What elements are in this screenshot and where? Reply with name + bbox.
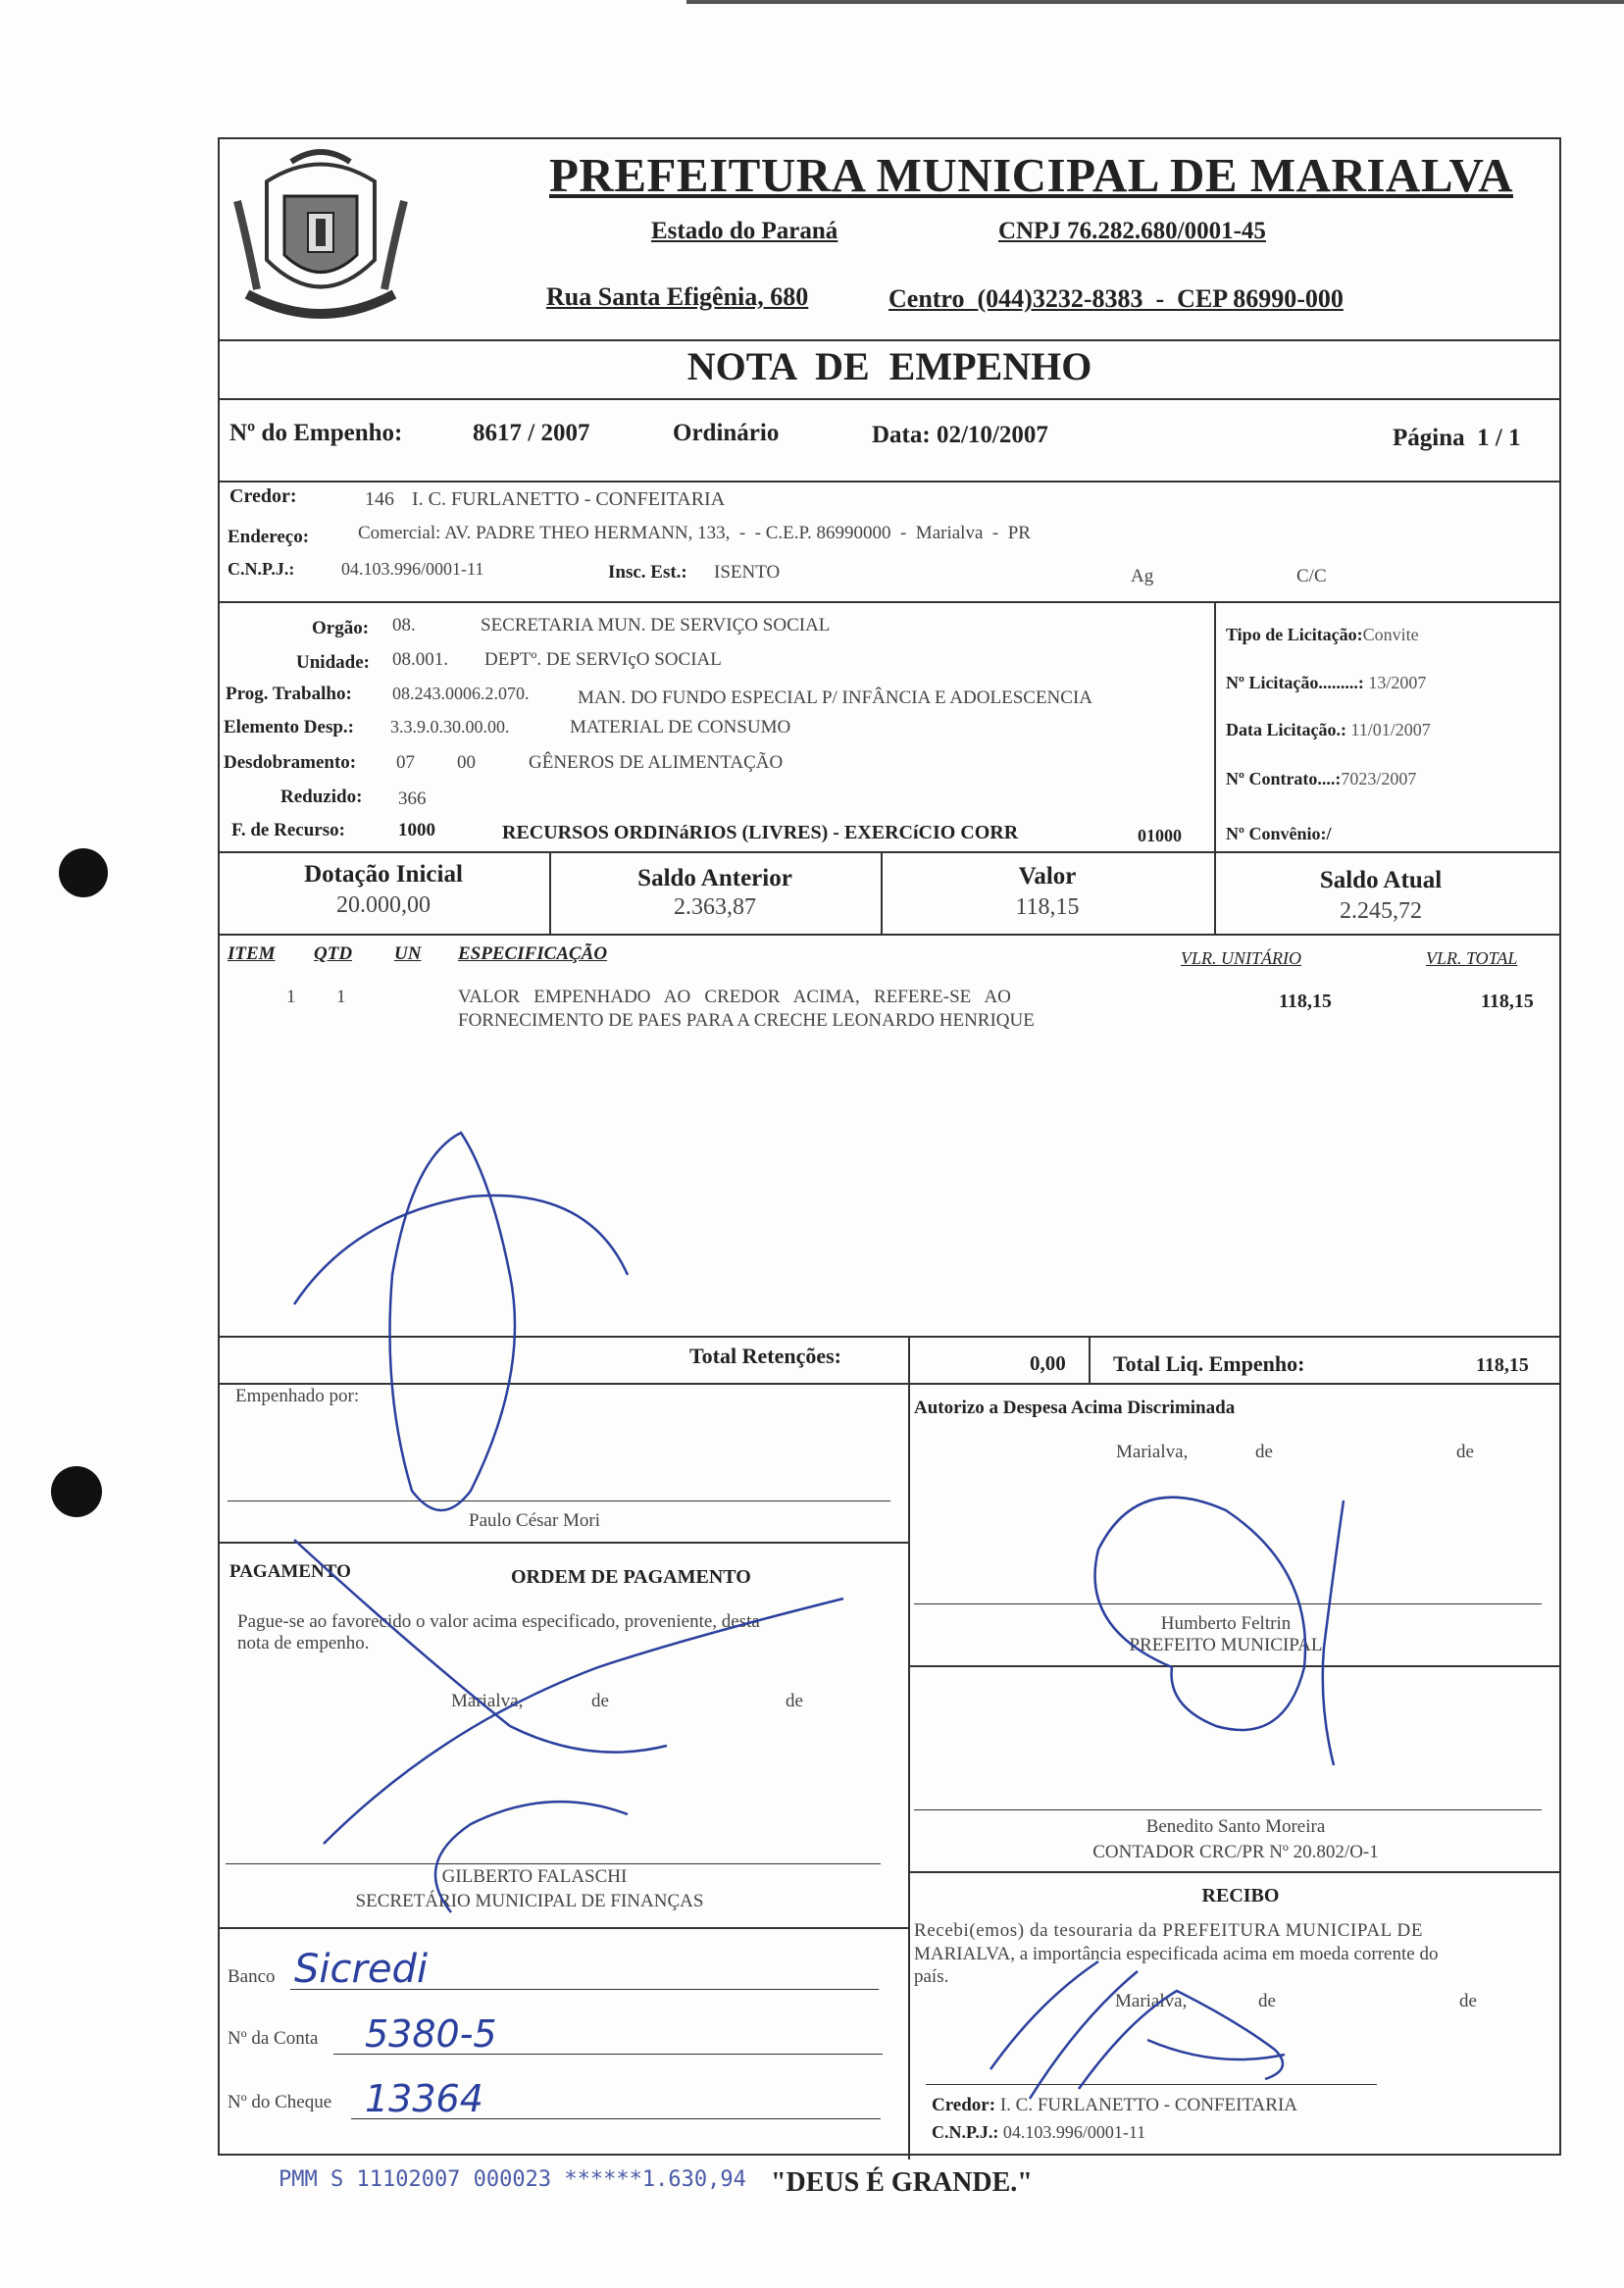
- pagamento-local: Marialva,: [451, 1691, 524, 1711]
- divider: [218, 934, 1561, 936]
- divider: [218, 1336, 1561, 1338]
- col-vlr-total: VLR. TOTAL: [1426, 948, 1518, 968]
- contrato: [1226, 769, 1416, 789]
- banco-handwritten: Sicredi: [294, 1947, 429, 1992]
- empenho-type: Ordinário: [673, 420, 780, 446]
- orgao-code: 08.: [392, 615, 416, 636]
- contador-name: Benedito Santo Moreira: [1145, 1816, 1326, 1837]
- ordem-pagamento-label: ORDEM DE PAGAMENTO: [511, 1566, 751, 1588]
- item-number: 1: [286, 987, 296, 1007]
- orgao-name: SECRETARIA MUN. DE SERVIÇO SOCIAL: [481, 615, 831, 636]
- header-cnpj: CNPJ 76.282.680/0001-45: [998, 218, 1266, 244]
- cheque-handwritten: 13364: [365, 2077, 483, 2120]
- item-total: 118,15: [1481, 991, 1534, 1012]
- licitacao-type: [1226, 625, 1419, 645]
- header-title: PREFEITURA MUNICIPAL DE MARIALVA: [549, 148, 1513, 202]
- licitacao-number: [1226, 673, 1426, 693]
- licitacao-number-label: Nº Licitação.........:: [1226, 673, 1364, 692]
- licitacao-type-value: Convite: [1362, 625, 1419, 644]
- licitacao-type-label: Tipo de Licitação:: [1226, 625, 1363, 644]
- recibo-credor-label: Credor:: [932, 2095, 996, 2115]
- saldo-anterior-value: 2.363,87: [674, 894, 756, 920]
- header-state: Estado do Paraná: [651, 218, 838, 244]
- conta-handwritten: 5380-5: [365, 2012, 497, 2056]
- item-qtd: 1: [336, 987, 346, 1007]
- signature-line: [914, 1603, 1542, 1604]
- col-espec: ESPECIFICAÇÃO: [458, 943, 608, 964]
- signature-line: [226, 1863, 881, 1864]
- page-number: Página 1 / 1: [1393, 425, 1521, 451]
- divider: [908, 1871, 1561, 1873]
- divider: [549, 851, 551, 934]
- recurso-label: F. de Recurso:: [231, 820, 345, 840]
- dotacao-label: Dotação Inicial: [304, 861, 463, 888]
- desdobramento-label: Desdobramento:: [224, 752, 357, 773]
- retencoes-value: 0,00: [1030, 1351, 1066, 1375]
- coat-of-arms-logo: [228, 142, 414, 333]
- insc-label: Insc. Est.:: [608, 562, 687, 583]
- saldo-atual-label: Saldo Atual: [1319, 867, 1443, 893]
- recibo-text-2: MARIALVA, a importância especificada acima em moeda corrente do: [914, 1944, 1439, 1964]
- conta-label: Nº da Conta: [228, 2028, 319, 2049]
- recibo-text-1: Recebi(emos) da tesouraria da PREFEITURA MUNICIPAL DE: [914, 1920, 1424, 1941]
- divider: [218, 1383, 1561, 1385]
- recibo-de-1: de: [1258, 1991, 1276, 2011]
- licitacao-number-value: 13/2007: [1368, 673, 1427, 692]
- empenho-number: 8617 / 2007: [473, 420, 590, 446]
- prog-label: Prog. Trabalho:: [226, 684, 352, 704]
- secretario-title: SECRETÁRIO MUNICIPAL DE FINANÇAS: [355, 1891, 704, 1911]
- recibo-text-3: país.: [914, 1966, 949, 1987]
- unidade-label: Unidade:: [296, 652, 370, 673]
- autorizo-de-2: de: [1456, 1442, 1474, 1462]
- divider: [218, 339, 1561, 341]
- cc-label: C/C: [1296, 566, 1327, 586]
- pagamento-de-1: de: [591, 1691, 609, 1711]
- col-un: UN: [394, 943, 422, 964]
- divider: [218, 398, 1561, 400]
- pagamento-label: PAGAMENTO: [229, 1561, 351, 1582]
- recibo-de-2: de: [1459, 1991, 1477, 2011]
- contrato-value: 7023/2007: [1341, 769, 1417, 788]
- col-vlr-unit: VLR. UNITÁRIO: [1181, 948, 1301, 968]
- contador-title: CONTADOR CRC/PR Nº 20.802/O-1: [1092, 1842, 1379, 1862]
- dotacao-value: 20.000,00: [336, 892, 431, 918]
- elemento-name: MATERIAL DE CONSUMO: [570, 717, 791, 737]
- elemento-label: Elemento Desp.:: [224, 717, 354, 737]
- prog-name: MAN. DO FUNDO ESPECIAL P/ INFÂNCIA E ADOLESCENCIA: [578, 687, 1092, 708]
- empenho-number-label: Nº do Empenho:: [229, 420, 403, 446]
- desdobramento-name: GÊNEROS DE ALIMENTAÇÃO: [529, 752, 784, 773]
- pagamento-text-1: Pague-se ao favorecido o valor acima especificado, proveniente, desta: [237, 1611, 760, 1632]
- banco-label: Banco: [228, 1966, 276, 1987]
- recibo-credor-name: I. C. FURLANETTO - CONFEITARIA: [999, 2095, 1298, 2115]
- endereco-label: Endereço:: [228, 527, 310, 547]
- item-desc-1: VALOR EMPENHADO AO CREDOR ACIMA, REFERE-SE AO: [458, 987, 1011, 1007]
- recurso-code: 1000: [398, 820, 435, 840]
- empenhado-label: Empenhado por:: [235, 1386, 360, 1406]
- licitacao-date-value: 11/01/2007: [1350, 720, 1431, 739]
- divider: [1214, 601, 1216, 851]
- col-item: ITEM: [228, 943, 276, 964]
- prefeito-name: Humberto Feltrin: [1160, 1613, 1292, 1634]
- machine-stamp: PMM S 11102007 000023 ******1.630,94: [279, 2167, 746, 2192]
- autorizo-label: Autorizo a Despesa Acima Discriminada: [914, 1398, 1236, 1418]
- valor-value: 118,15: [1015, 894, 1080, 920]
- motto: "DEUS É GRANDE.": [771, 2167, 1033, 2198]
- credor-code: 146: [365, 488, 394, 510]
- desdobramento-a: 07: [396, 752, 415, 773]
- licitacao-date-label: Data Licitação.:: [1226, 720, 1346, 739]
- reduzido-value: 366: [398, 788, 427, 809]
- autorizo-local: Marialva,: [1116, 1442, 1189, 1462]
- endereco-value: Comercial: AV. PADRE THEO HERMANN, 133, - - C.E.P. 86990000 - Marialva - PR: [358, 523, 1031, 543]
- insc-value: ISENTO: [714, 562, 781, 583]
- saldo-atual-value: 2.245,72: [1340, 898, 1422, 924]
- pagamento-text-2: nota de empenho.: [237, 1633, 370, 1653]
- convenio: Nº Convênio:/: [1226, 824, 1332, 843]
- divider: [218, 1927, 908, 1929]
- empenho-date: Data: 02/10/2007: [872, 422, 1048, 448]
- cheque-label: Nº do Cheque: [228, 2092, 332, 2112]
- divider: [218, 481, 1561, 483]
- recibo-cnpj-value: 04.103.996/0001-11: [1002, 2122, 1146, 2142]
- signature-line: [228, 1500, 890, 1501]
- recurso-name: RECURSOS ORDINáRIOS (LIVRES) - EXERCíCIO CORR: [502, 822, 1019, 843]
- signature-line: [926, 2084, 1377, 2085]
- unidade-code: 08.001.: [392, 649, 448, 670]
- orgao-label: Orgão:: [312, 618, 370, 638]
- divider: [218, 1542, 908, 1544]
- divider: [218, 601, 1561, 603]
- licitacao-date: [1226, 720, 1431, 740]
- reduzido-label: Reduzido:: [280, 787, 363, 807]
- punch-hole-bottom: [51, 1466, 102, 1517]
- desdobramento-b: 00: [457, 752, 476, 773]
- liquido-value: 118,15: [1476, 1354, 1529, 1376]
- recurso-number: 01000: [1138, 826, 1182, 845]
- autorizo-de-1: de: [1255, 1442, 1273, 1462]
- empenhado-name: Paulo César Mori: [469, 1510, 601, 1531]
- prog-code: 08.243.0006.2.070.: [392, 684, 530, 703]
- unidade-name: DEPTº. DE SERVIçO SOCIAL: [484, 649, 722, 670]
- contrato-label: Nº Contrato....:: [1226, 769, 1342, 788]
- punch-hole-top: [59, 848, 108, 897]
- divider: [908, 1665, 1561, 1667]
- item-desc-2: FORNECIMENTO DE PAES PARA A CRECHE LEONARDO HENRIQUE: [458, 1010, 1035, 1031]
- signature-line: [914, 1809, 1542, 1810]
- pagamento-de-2: de: [786, 1691, 803, 1711]
- recibo-cnpj: [932, 2122, 1145, 2143]
- item-unit-price: 118,15: [1279, 991, 1332, 1012]
- ag-label: Ag: [1131, 566, 1154, 586]
- divider: [1089, 1336, 1091, 1385]
- secretario-name: GILBERTO FALASCHI: [441, 1866, 628, 1887]
- header-address: Rua Santa Efigênia, 680: [546, 282, 809, 311]
- recibo-title: RECIBO: [1201, 1885, 1280, 1907]
- credor-name: I. C. FURLANETTO - CONFEITARIA: [412, 488, 726, 510]
- col-qtd: QTD: [314, 943, 353, 964]
- cnpj-label: C.N.P.J.:: [228, 559, 295, 579]
- header-address-rest: Centro (044)3232-8383 - CEP 86990-000: [888, 284, 1344, 313]
- liquido-label: Total Liq. Empenho:: [1113, 1351, 1305, 1376]
- recibo-local: Marialva,: [1115, 1991, 1188, 2011]
- prefeito-title: PREFEITO MUNICIPAL: [1129, 1635, 1323, 1655]
- cnpj-value: 04.103.996/0001-11: [341, 559, 484, 579]
- divider: [218, 851, 1561, 853]
- top-edge-line: [686, 0, 1624, 4]
- divider: [908, 1336, 910, 2160]
- valor-label: Valor: [1018, 863, 1077, 890]
- elemento-code: 3.3.9.0.30.00.00.: [390, 717, 510, 737]
- retencoes-label: Total Retenções:: [689, 1344, 841, 1368]
- credor-label: Credor:: [229, 485, 297, 507]
- recibo-cnpj-label: C.N.P.J.:: [932, 2122, 999, 2142]
- saldo-anterior-label: Saldo Anterior: [637, 865, 792, 891]
- recibo-credor: [932, 2095, 1297, 2116]
- doc-title: NOTA DE EMPENHO: [686, 344, 1092, 388]
